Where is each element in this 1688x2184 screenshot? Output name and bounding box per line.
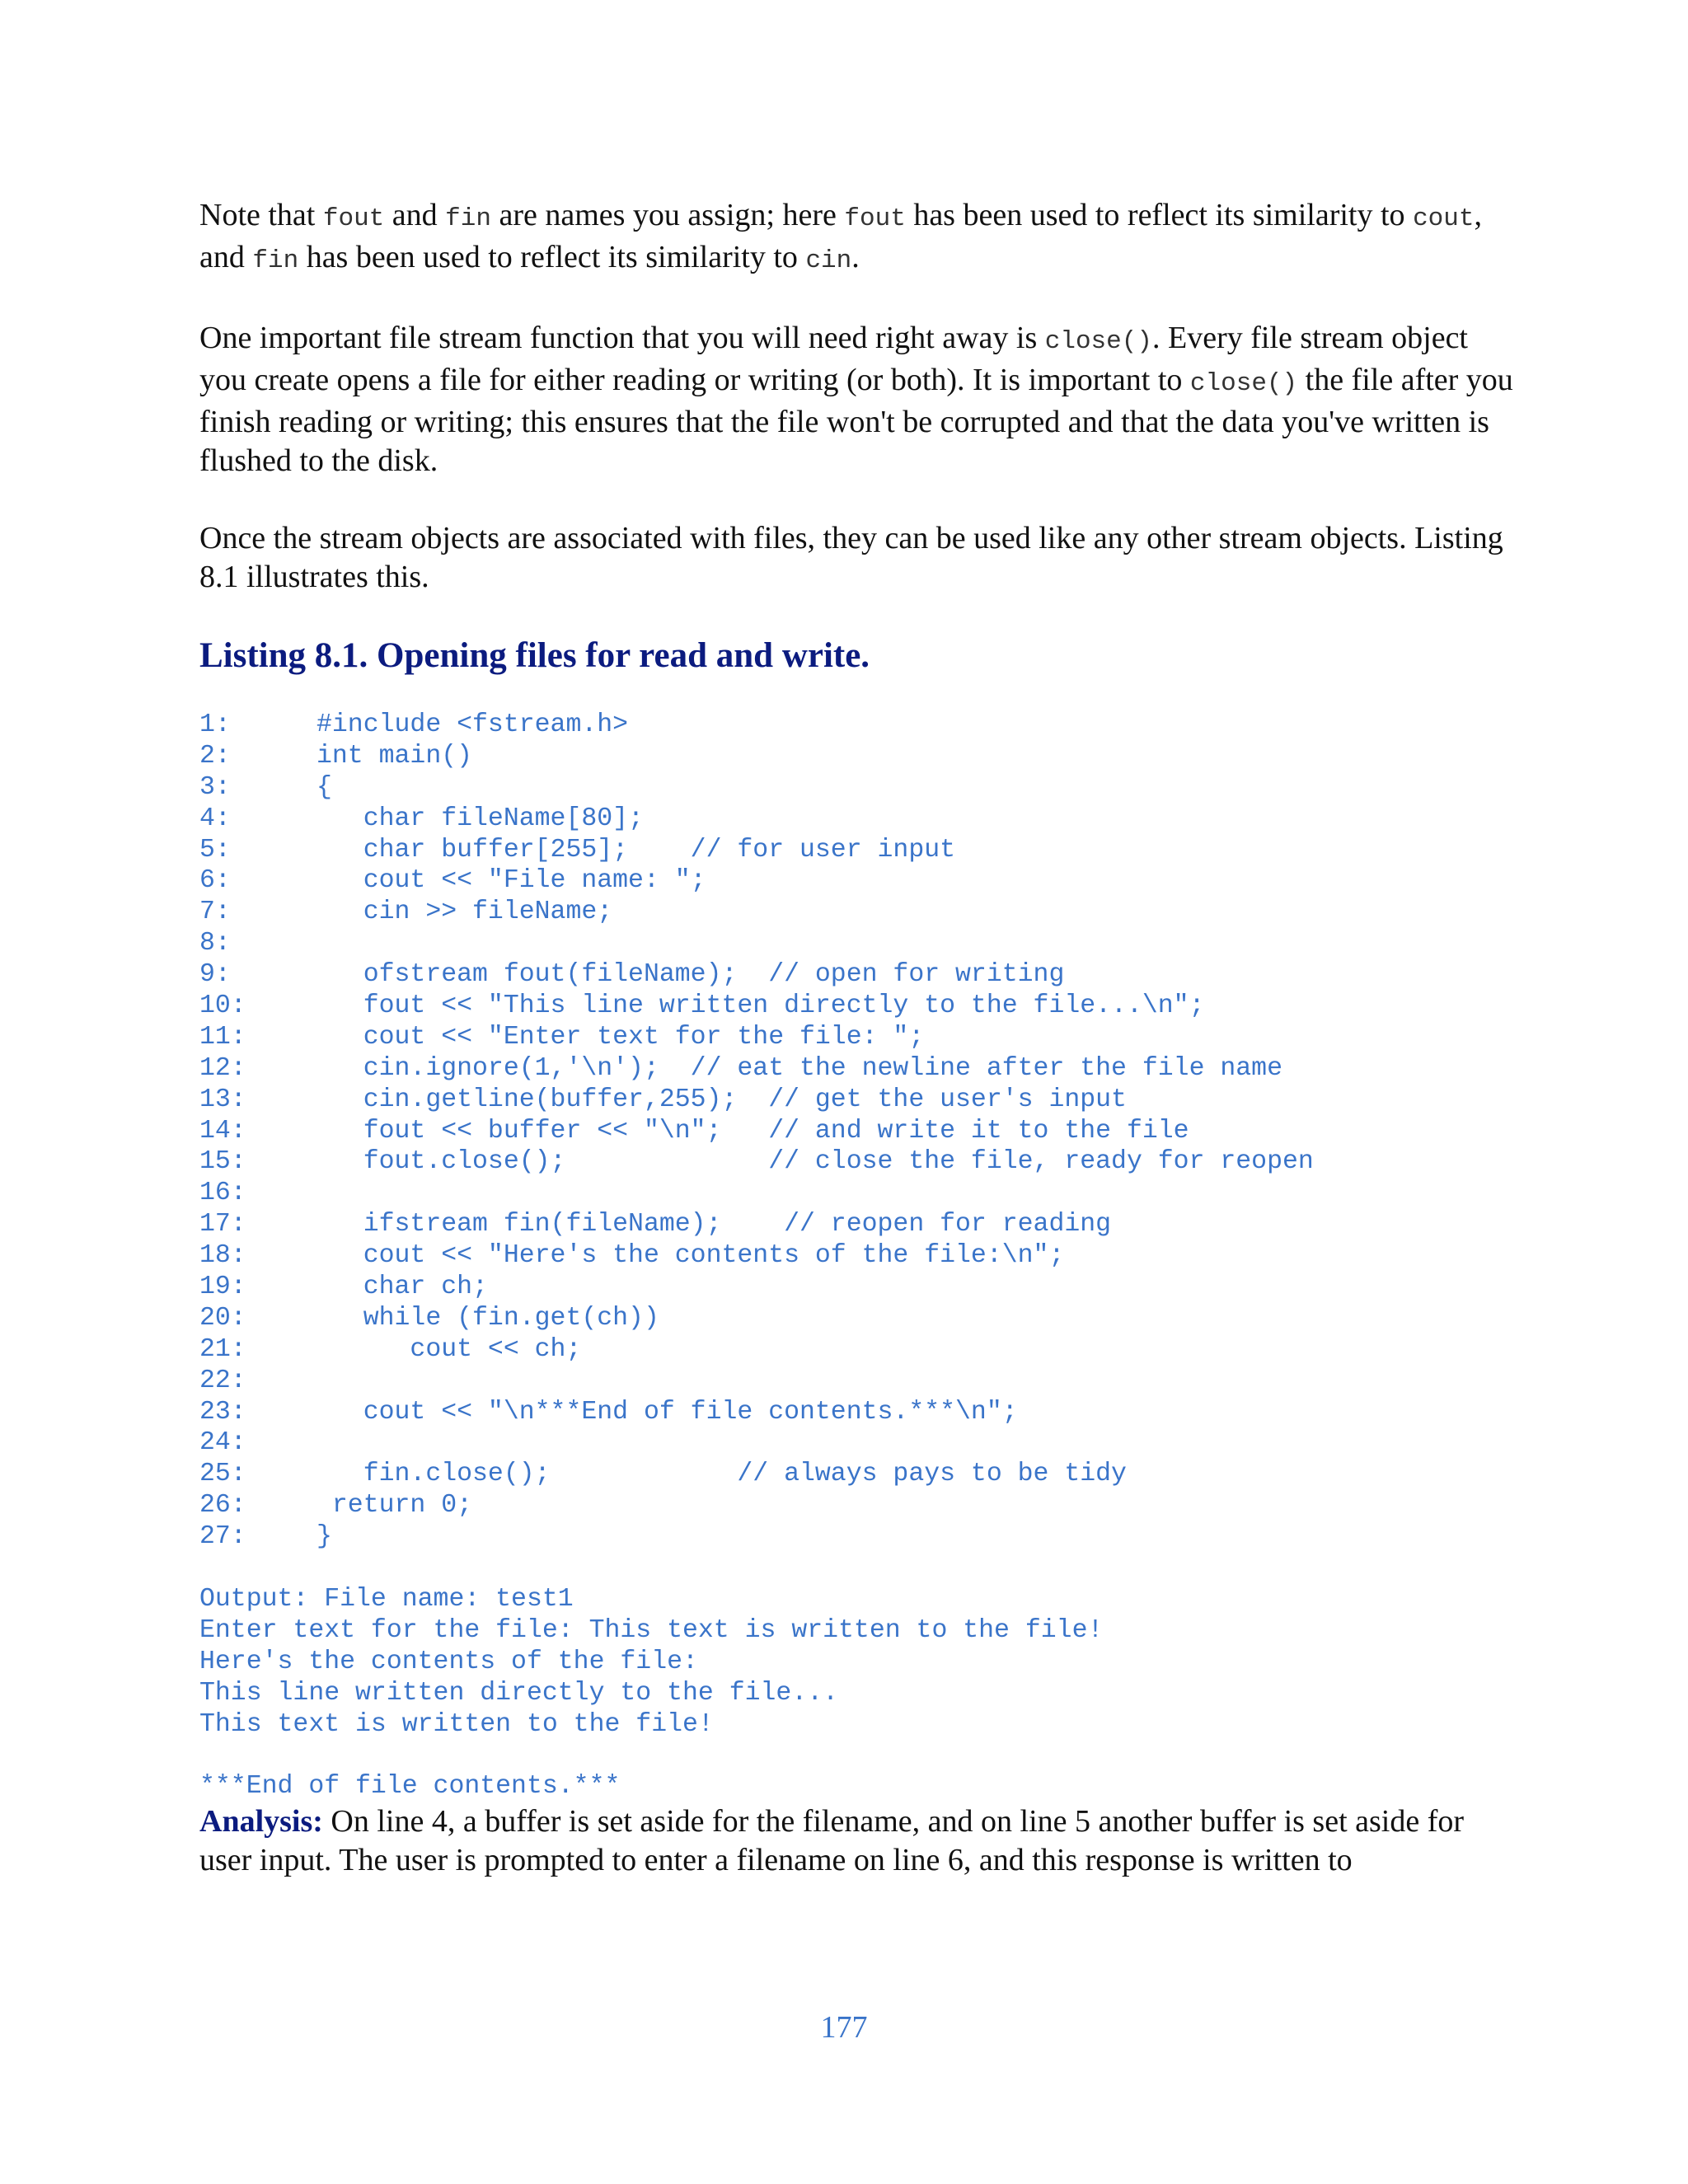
output-line [199,1741,1518,1772]
code-line [199,928,1518,959]
code-text: cout << "Enter text for the file: "; [316,1022,925,1052]
output-line: Output: File name: test1 [199,1585,574,1615]
page-content [199,196,1518,1919]
line-number: 13: [199,1085,246,1114]
line-number: 6: [199,866,231,896]
line-number: 12: [199,1053,246,1083]
output-line: ***End of file contents.*** [199,1772,621,1802]
code-text: char ch; [316,1272,488,1302]
code-line [199,865,1518,897]
code-line [199,1427,1518,1459]
code-line [199,1085,1518,1116]
output-line: This line written directly to the file... [199,1678,839,1708]
code-line [199,1521,1518,1553]
analysis-text: On line 4, a buffer is set aside for the filename, and on line 5 another buffer is set aside for user input. The user is prompted to enter a filename on line 6, and this response is written to [199,1804,1465,1878]
code-line [199,1303,1518,1334]
line-number: 9: [199,960,231,990]
line-number: 3: [199,772,231,802]
line-number: 23: [199,1397,246,1427]
inline-code: fin [445,204,491,233]
code-line [199,1366,1518,1397]
text-run: and [384,198,446,232]
code-line [199,1397,1518,1428]
text-run: Note that [199,198,323,232]
inline-code: fout [322,204,385,233]
line-number: 18: [199,1241,246,1271]
output-line: Here's the contents of the file: [199,1647,698,1676]
code-text: cout << "\n***End of file contents.***\n"; [316,1397,1018,1427]
code-line [199,1116,1518,1147]
line-number: 24: [199,1428,246,1458]
text-run: One important file stream function that you will need right away is [199,321,1045,355]
code-line [199,959,1518,991]
code-text: return 0; [316,1491,473,1521]
inline-code: close() [1044,327,1152,356]
code-line [199,710,1518,741]
code-line [199,1334,1518,1366]
code-text: cin.getline(buffer,255); // get the user's input [316,1085,1127,1114]
output-line: Enter text for the file: This text is written to the file! [199,1615,1104,1645]
code-line [199,804,1518,835]
line-number: 5: [199,835,231,865]
line-number: 17: [199,1210,246,1240]
line-number: 15: [199,1147,246,1177]
line-number: 1: [199,710,231,739]
line-number: 22: [199,1366,246,1395]
code-line [199,1490,1518,1521]
line-number: 25: [199,1460,246,1489]
code-line [199,1178,1518,1209]
code-text: int main() [316,741,473,771]
code-line [199,741,1518,772]
code-line [199,1209,1518,1240]
listing-title: Listing 8.1. Opening files for read and write. [199,636,870,675]
code-listing [199,710,1518,1553]
code-text: fout << "This line written directly to the file...\n"; [316,991,1205,1021]
text-run: are names you assign; here [490,198,845,232]
line-number: 8: [199,929,231,958]
code-text: fin.close(); // always pays to be tidy [316,1460,1127,1489]
code-text: { [316,772,332,802]
text-run: , and [199,198,1482,274]
code-text: fout << buffer << "\n"; // and write it to the file [316,1116,1189,1146]
paragraph-stream-objects: Once the stream objects are associated with files, they can be used like any other stream objects. Listing 8.1 illustrates this. [199,521,1503,594]
text-run: . Every file stream object you create opens a file for either reading or writing (or both). It is important to [199,321,1468,397]
code-text: cin >> fileName; [316,898,613,927]
code-line [199,897,1518,928]
code-line [199,1459,1518,1490]
program-output [199,1584,1518,1802]
line-number: 20: [199,1303,246,1333]
line-number: 16: [199,1179,246,1208]
output-line: This text is written to the file! [199,1709,714,1739]
paragraph-close-function [199,319,1518,480]
inline-code: cout [1413,204,1475,233]
code-line [199,835,1518,866]
text-run: . [851,240,860,274]
code-text: while (fin.get(ch)) [316,1303,659,1333]
inline-code: cin [805,246,852,275]
line-number: 26: [199,1491,246,1521]
paragraph-stream-names [199,196,1518,280]
line-number: 19: [199,1272,246,1302]
text-run: the file after you finish reading or writing; this ensures that the file won't be corrupted and that the data you've written is flushed to the disk. [199,363,1513,478]
line-number: 11: [199,1022,246,1052]
line-number: 14: [199,1116,246,1146]
code-text: cout << "Here's the contents of the file:\n"; [316,1241,1065,1271]
analysis-paragraph [199,1802,1518,1880]
page-number: 177 [820,2010,868,2045]
line-number: 10: [199,991,246,1021]
code-line [199,1146,1518,1178]
code-line [199,772,1518,804]
code-text: cout << "File name: "; [316,866,706,896]
line-number: 2: [199,741,231,771]
analysis-label: Analysis: [199,1804,323,1840]
code-text: } [316,1522,332,1552]
line-number: 7: [199,898,231,927]
inline-code: close() [1189,369,1298,398]
code-text: char buffer[255]; // for user input [316,835,956,865]
code-line [199,1022,1518,1053]
code-text: fout.close(); // close the file, ready for reopen [316,1147,1314,1177]
code-text: char fileName[80]; [316,804,644,833]
code-text: cin.ignore(1,'\n'); // eat the newline after the file name [316,1053,1282,1083]
code-line [199,1053,1518,1085]
code-line [199,1240,1518,1272]
code-line [199,1272,1518,1303]
line-number: 27: [199,1522,246,1552]
line-number: 4: [199,804,231,833]
text-run: has been used to reflect its similarity to [905,198,1414,232]
inline-code: fin [252,246,299,275]
code-line [199,991,1518,1022]
code-text: cout << ch; [316,1334,582,1364]
code-text: ofstream fout(fileName); // open for writing [316,960,1065,990]
code-text: ifstream fin(fileName); // reopen for reading [316,1210,1112,1240]
line-number: 21: [199,1334,246,1364]
inline-code: fout [844,204,906,233]
text-run: has been used to reflect its similarity to [298,240,806,274]
code-text: #include <fstream.h> [316,710,629,739]
